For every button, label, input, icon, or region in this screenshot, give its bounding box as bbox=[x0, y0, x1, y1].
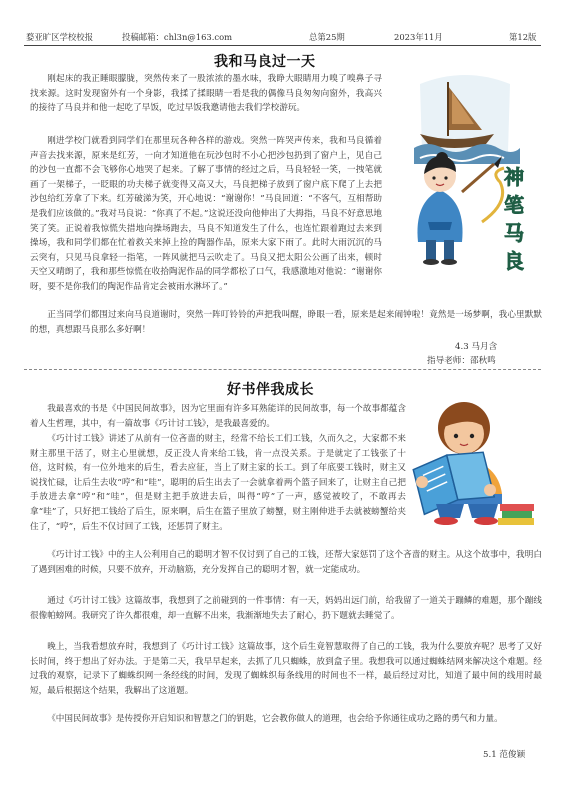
header-divider bbox=[24, 45, 541, 46]
article-divider bbox=[24, 369, 541, 370]
article-2-paragraph-2: 《巧计讨工钱》讲述了从前有一位吝啬的财主，经常不给长工们工钱，久而久之，大家都不来财主那里干活了，财主心里就想，反正没人肯来给工钱，肯一点没关系。于是就定了工钱张了十倍，这时候，有一位外地来的后生，看去应征，当上了财主家的长工。到了年底要工钱时，财主又说找忙碌，让后生去收“哼”和“哇”，聪明的后生出去了一会就拿着两个篮子回来了，让财主自己把手放进去拿“哼”和“哇”，但是财主把手放进去后，叫得“哼”了一声，感觉被咬了，不敢再去拿“哇”了，只好把工钱给了后生，原来啊，后生在篮子里放了螃蟹，财主刚伸进手去就被螃蟹给夹住了，“哼”，后生不仅讨回了工钱，还惩罚了财主。 bbox=[30, 434, 406, 532]
paper-name: 婺亚旷区学校校报 bbox=[26, 32, 93, 42]
article-1-paragraph-3: 正当同学们都围过来向马良道谢时，突然一阵叮铃铃的声把我叫醒，睁眼一看，原来是起来闹钟啦！竟然是一场梦啊，我心里默默的想，真想跟马良那么多好啊！ bbox=[30, 310, 542, 335]
page-number: 第12版 bbox=[509, 32, 537, 42]
caption-char-4: 良 bbox=[504, 249, 524, 273]
article-1-advisor: 指导老师：邵秋鸣 bbox=[427, 356, 496, 366]
article-2-paragraph-5: 晚上，当我看想放弃时，我想到了《巧计讨工钱》这篇故事，这个后生竟智慧取得了自己的工钱，我为什么要放弃呢？思考了又好长时间，终于想出了好办法。于是第二天，我早早起来，去抓了几只蜘蛛，放到盒子里。我想我可以通过蜘蛛结网来解决这个难题。经过我的观察，记录下了蜘蛛织网一条经线的时间，发现了蜘蛛织每条线用的时间也不一样，最后经过对比，知道了最中间的线用时最短，最后根据这个结果，我解出了这道题。 bbox=[30, 642, 542, 696]
newspaper-header bbox=[26, 31, 539, 45]
article-1-title: 我和马良过一天 bbox=[214, 54, 316, 70]
article-2-paragraph-4: 通过《巧计讨工钱》这篇故事，我想到了之前碰到的一件事情：有一天，妈妈出远门前，给我留了一道关于蹦鳞的难题，那个蹦线很像帕螃网。我研究了许久都很难，却一直解不出来，我渐渐地失去了耐心，扔下题就去睡觉了。 bbox=[30, 596, 542, 621]
article-1-paragraph-1: 刚起床的我正睡眼朦胧，突然传来了一股浓浓的墨水味，我睁大眼睛用力嗅了嗅鼻子寻找来源。这时发现窗外有一个身影，我揉了揉眼睛一看是我的偶像马良匆匆向窗外，我高兴的接待了马良并和他一起吃了早饭，吃过早饭我邀请他去我们学校游玩。 bbox=[30, 74, 382, 114]
reading-child-illustration bbox=[406, 394, 538, 528]
caption-char-3: 马 bbox=[504, 221, 524, 245]
ma-liang-illustration bbox=[390, 72, 540, 292]
caption-char-1: 神 bbox=[504, 165, 524, 189]
article-2-paragraph-3: 《巧计讨工钱》中的主人公利用自己的聪明才智不仅讨到了自己的工钱，还帮大家惩罚了这个吝啬的财主。从这个故事中，我明白了遇到困难的时候，只要不放弃，开动脑筋，充分发挥自己的聪明才智，就一定能成功。 bbox=[30, 550, 542, 575]
article-1-author: 4.3 马月含 bbox=[455, 342, 498, 352]
article-2-paragraph-6: 《中国民间故事》是传授你开启知识和智慧之门的钥匙，它会教你做人的道理，也会给予你通往成功之路的勇气和力量。 bbox=[47, 714, 503, 724]
article-1-paragraph-2: 刚进学校门就看到同学们在那里玩各种各样的游戏。突然一阵哭声传来，我和马良循着声音去找来源，原来是红芳，一向才知道他在玩沙包时不小心把沙包扔到了窗户上，见自己的沙包一直都不会飞够你心地哭了起来。了解了事情的经过之后，马良轻轻一笑，一拽笔就画了一架梯子，一眨眼的功夫梯子就变得又高又大，马良把梯子放到了窗户底下爬了上去把沙包给红芳拿了下来。红芳破涕为笑，开心地说：“谢谢你！”马良回道：“不客气，互相帮助是我们应该做的。”我对马良说：“你真了不起。”这说还没向他伸出了大拇指，马良不好意思地笑了笑。正说着我惊慌失措地向操场跑去，马良不知道发生了什么，也连忙跟着跑过去来到操场，我和同学们都在忙着救关来掉上捡的陶器作品，原来大家下雨了。此时大雨沉沉的马云突有，只见马良拿轻一指笔，一阵风就把马云吹走了。马良又把太阳公公画了出来，顿时天空又晴朗了，我和那些惊慌在收拾陶泥作品的同学都松了口气，我感激地对他说：“谢谢你呀，要不是你我们的陶泥作品肯定会被雨水淋坏了。” bbox=[30, 136, 382, 292]
article-2-author: 5.1 范俊颖 bbox=[483, 750, 526, 760]
article-2-title: 好书伴我成长 bbox=[227, 382, 314, 398]
caption-char-2: 笔 bbox=[504, 193, 524, 217]
issue-date: 2023年11月 bbox=[394, 32, 443, 42]
issue-number: 总第25期 bbox=[309, 32, 345, 42]
article-2-paragraph-1: 我最喜欢的书是《中国民间故事》，因为它里面有许多耳熟能详的民间故事，每一个故事都蕴含着人生哲理，其中，有一篇故事《巧计讨工钱》，是我最喜爱的。 bbox=[30, 404, 406, 429]
submission-email: 投稿邮箱：chl3n@163.com bbox=[122, 32, 233, 42]
